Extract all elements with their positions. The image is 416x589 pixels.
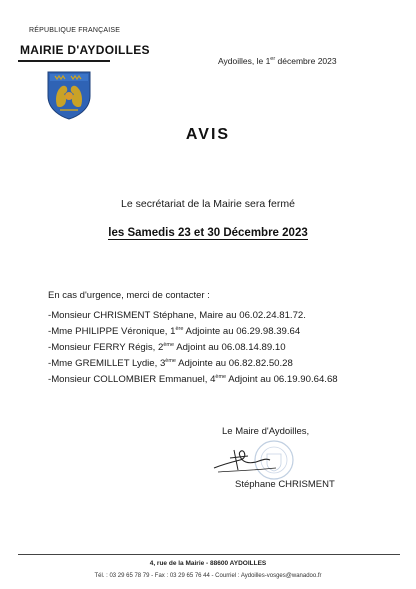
mairie-title: MAIRIE D'AYDOILLES bbox=[20, 43, 150, 57]
contact-sup: ème bbox=[163, 341, 175, 348]
contact-item bbox=[48, 342, 338, 358]
closure-dates-text: les Samedis 23 et 30 Décembre 2023 bbox=[108, 227, 308, 239]
contact-text: -Mme GREMILLET Lydie, 3 bbox=[48, 358, 166, 369]
contact-text: -Monsieur COLLOMBIER Emmanuel, 4 bbox=[48, 374, 216, 385]
footer-rule bbox=[18, 554, 400, 555]
republique-label: RÉPUBLIQUE FRANÇAISE bbox=[29, 27, 121, 34]
contact-text-end: Adjointe au 06.82.82.50.28 bbox=[176, 358, 293, 369]
contact-item bbox=[48, 326, 338, 342]
closure-dates bbox=[0, 227, 416, 239]
date-suffix: décembre 2023 bbox=[275, 56, 337, 66]
date-line bbox=[218, 56, 337, 66]
footer-contact: Tél. : 03 29 65 78 79 - Fax : 03 29 65 76 44 - Courriel : Aydoilles-vosges@wanadoo.fr bbox=[94, 573, 322, 579]
contact-text: -Monsieur FERRY Régis, 2 bbox=[48, 342, 164, 353]
handwritten-signature-stamp-icon bbox=[204, 438, 314, 482]
date-prefix: Aydoilles, le 1 bbox=[218, 56, 271, 66]
urgency-intro: En cas d'urgence, merci de contacter : bbox=[48, 290, 210, 301]
contact-item bbox=[48, 310, 338, 326]
coat-of-arms-icon bbox=[46, 70, 92, 120]
contact-sup: ème bbox=[215, 373, 227, 380]
date-sup: er bbox=[270, 56, 276, 63]
contact-sup: ère bbox=[175, 325, 184, 332]
contact-text-end: Adjoint au 06.08.14.89.10 bbox=[174, 342, 286, 353]
contact-item bbox=[48, 358, 338, 374]
mayor-name: Stéphane CHRISMENT bbox=[235, 479, 335, 490]
contact-text: -Mme PHILIPPE Véronique, 1 bbox=[48, 326, 176, 337]
contact-text: -Monsieur CHRISMENT Stéphane, Maire au 06.02.24.81.72. bbox=[48, 310, 306, 321]
contact-sup: ème bbox=[165, 357, 176, 364]
header-rule bbox=[18, 60, 110, 62]
notice-title: AVIS bbox=[185, 126, 231, 143]
mayor-title: Le Maire d'Aydoilles, bbox=[222, 426, 310, 437]
footer-address: 4, rue de la Mairie - 88600 AYDOILLES bbox=[149, 560, 267, 567]
contact-list bbox=[48, 310, 338, 390]
contact-text-end: Adjointe au 06.29.98.39.64 bbox=[183, 326, 301, 337]
closure-statement: Le secrétariat de la Mairie sera fermé bbox=[121, 198, 295, 210]
contact-item bbox=[48, 374, 338, 390]
contact-text-end: Adjoint au 06.19.90.64.68 bbox=[226, 374, 338, 385]
